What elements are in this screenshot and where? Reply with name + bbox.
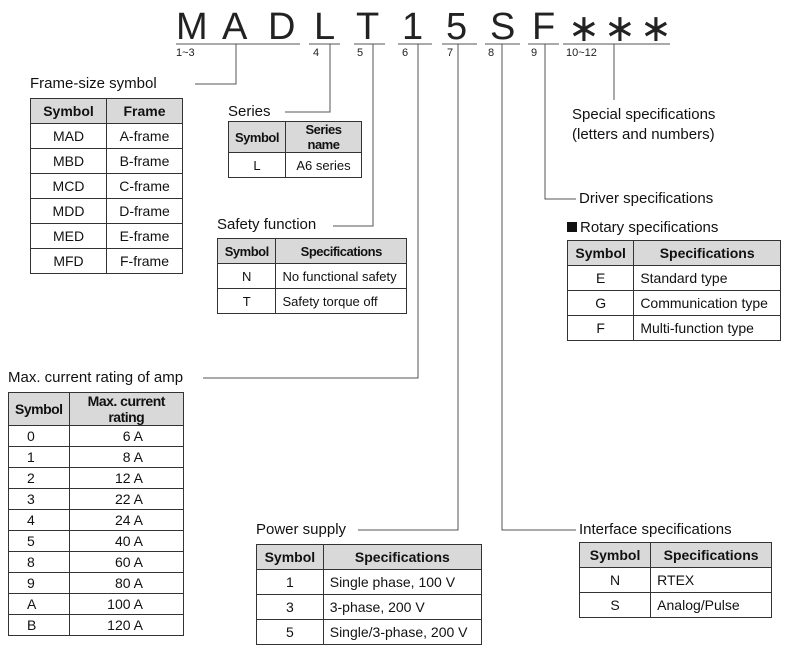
table-cell: 120 A [69, 615, 183, 636]
table-header: Specifications [276, 239, 407, 264]
table-row [31, 199, 183, 224]
leader-series [285, 44, 330, 112]
table-cell: MBD [31, 149, 107, 174]
table-row [568, 316, 781, 341]
table-cell: 4 [9, 510, 70, 531]
code-letter: ∗ [604, 8, 636, 50]
position-label: 7 [447, 47, 454, 59]
table-row [31, 149, 183, 174]
frame-size-title: Frame-size symbol [30, 75, 157, 92]
table-row [218, 289, 407, 314]
table-cell: A-frame [107, 124, 183, 149]
table-row [218, 264, 407, 289]
table-cell: Single phase, 100 V [323, 570, 481, 595]
table-cell: 5 [9, 531, 70, 552]
driver-subtitle [567, 219, 718, 236]
table-cell: Standard type [634, 266, 781, 291]
safety-table [217, 238, 407, 314]
table-header: Series name [285, 122, 361, 153]
table-cell: B [9, 615, 70, 636]
table-header: Symbol [9, 393, 70, 426]
driver-title: Driver specifications [579, 190, 714, 207]
interface-table [579, 542, 772, 618]
table-cell: N [580, 568, 651, 593]
table-row [31, 224, 183, 249]
table-row [580, 568, 772, 593]
code-letter: ∗ [568, 8, 600, 50]
series-title: Series [228, 103, 271, 120]
leader-current [203, 44, 418, 378]
driver-subtitle-text: Rotary specifications [580, 219, 719, 236]
table-row [9, 552, 184, 573]
table-row [31, 249, 183, 274]
table-row [31, 124, 183, 149]
interface-title: Interface specifications [579, 521, 732, 538]
special-line2: (letters and numbers) [572, 126, 715, 143]
code-letter: M [176, 6, 208, 48]
square-bullet-icon [567, 222, 577, 232]
leader-frame [195, 44, 236, 84]
table-header: Specifications [651, 543, 772, 568]
table-row [568, 266, 781, 291]
table-cell: A6 series [285, 153, 361, 178]
table-row [9, 594, 184, 615]
table-row [257, 570, 482, 595]
table-cell: G [568, 291, 634, 316]
table-cell: MCD [31, 174, 107, 199]
table-cell: No functional safety [276, 264, 407, 289]
table-cell: T [218, 289, 276, 314]
table-row [9, 426, 184, 447]
table-cell: S [580, 593, 651, 618]
table-header: Symbol [31, 99, 107, 124]
table-cell: Safety torque off [276, 289, 407, 314]
leader-interface [502, 44, 576, 530]
table-cell: 8 [9, 552, 70, 573]
table-cell: Multi-function type [634, 316, 781, 341]
table-cell: C-frame [107, 174, 183, 199]
table-header: Symbol [568, 241, 634, 266]
table-cell: B-frame [107, 149, 183, 174]
table-cell: 1 [9, 447, 70, 468]
table-cell: 1 [257, 570, 324, 595]
code-letter: ∗ [640, 8, 672, 50]
position-label: 8 [488, 47, 495, 59]
position-label: 10~12 [566, 47, 597, 59]
table-cell: L [229, 153, 286, 178]
table-cell: 0 [9, 426, 70, 447]
table-cell: 6 A [69, 426, 183, 447]
table-cell: MFD [31, 249, 107, 274]
table-cell: N [218, 264, 276, 289]
table-cell: 3 [257, 595, 324, 620]
table-row [31, 174, 183, 199]
table-row [9, 447, 184, 468]
position-label: 1~3 [176, 47, 195, 59]
table-cell: E-frame [107, 224, 183, 249]
position-label: 4 [313, 47, 320, 59]
table-cell: 40 A [69, 531, 183, 552]
table-cell: A [9, 594, 70, 615]
table-row [257, 620, 482, 645]
table-row [9, 489, 184, 510]
series-table [228, 121, 362, 178]
table-cell: MDD [31, 199, 107, 224]
current-table [8, 392, 184, 636]
code-letter: A [222, 6, 248, 48]
special-line1: Special specifications [572, 106, 716, 123]
code-letter: D [268, 6, 296, 48]
code-letter: F [532, 6, 556, 48]
table-row [9, 615, 184, 636]
table-header: Symbol [257, 545, 324, 570]
table-cell: 22 A [69, 489, 183, 510]
code-letter: T [356, 6, 380, 48]
table-cell: E [568, 266, 634, 291]
table-header: Symbol [580, 543, 651, 568]
table-cell: RTEX [651, 568, 772, 593]
table-header: Specifications [323, 545, 481, 570]
table-cell: D-frame [107, 199, 183, 224]
frame-size-table [30, 98, 183, 274]
table-cell: 12 A [69, 468, 183, 489]
power-table [256, 544, 482, 645]
table-cell: 5 [257, 620, 324, 645]
code-letter: S [490, 6, 516, 48]
code-letter: 5 [446, 6, 468, 48]
table-row [229, 153, 362, 178]
table-cell: MAD [31, 124, 107, 149]
power-title: Power supply [256, 521, 347, 538]
table-row [9, 573, 184, 594]
table-row [580, 593, 772, 618]
table-cell: Analog/Pulse [651, 593, 772, 618]
table-row [9, 510, 184, 531]
table-cell: 80 A [69, 573, 183, 594]
table-cell: MED [31, 224, 107, 249]
table-row [568, 291, 781, 316]
table-header: Max. current rating [69, 393, 183, 426]
table-cell: Single/3-phase, 200 V [323, 620, 481, 645]
position-label: 5 [357, 47, 364, 59]
table-header: Symbol [229, 122, 286, 153]
table-cell: F [568, 316, 634, 341]
table-row [257, 595, 482, 620]
table-cell: F-frame [107, 249, 183, 274]
table-cell: 3 [9, 489, 70, 510]
table-header: Symbol [218, 239, 276, 264]
table-cell: 60 A [69, 552, 183, 573]
position-label: 6 [402, 47, 409, 59]
table-header: Frame [107, 99, 183, 124]
driver-table [567, 240, 781, 341]
table-cell: 8 A [69, 447, 183, 468]
position-label: 9 [531, 47, 538, 59]
table-cell: 3-phase, 200 V [323, 595, 481, 620]
table-row [9, 531, 184, 552]
safety-title: Safety function [217, 216, 317, 233]
code-letter: L [314, 6, 336, 48]
table-row [9, 468, 184, 489]
table-cell: Communication type [634, 291, 781, 316]
table-cell: 24 A [69, 510, 183, 531]
code-letter: 1 [402, 6, 424, 48]
table-cell: 100 A [69, 594, 183, 615]
current-title: Max. current rating of amp [8, 369, 184, 386]
table-cell: 2 [9, 468, 70, 489]
table-cell: 9 [9, 573, 70, 594]
table-header: Specifications [634, 241, 781, 266]
